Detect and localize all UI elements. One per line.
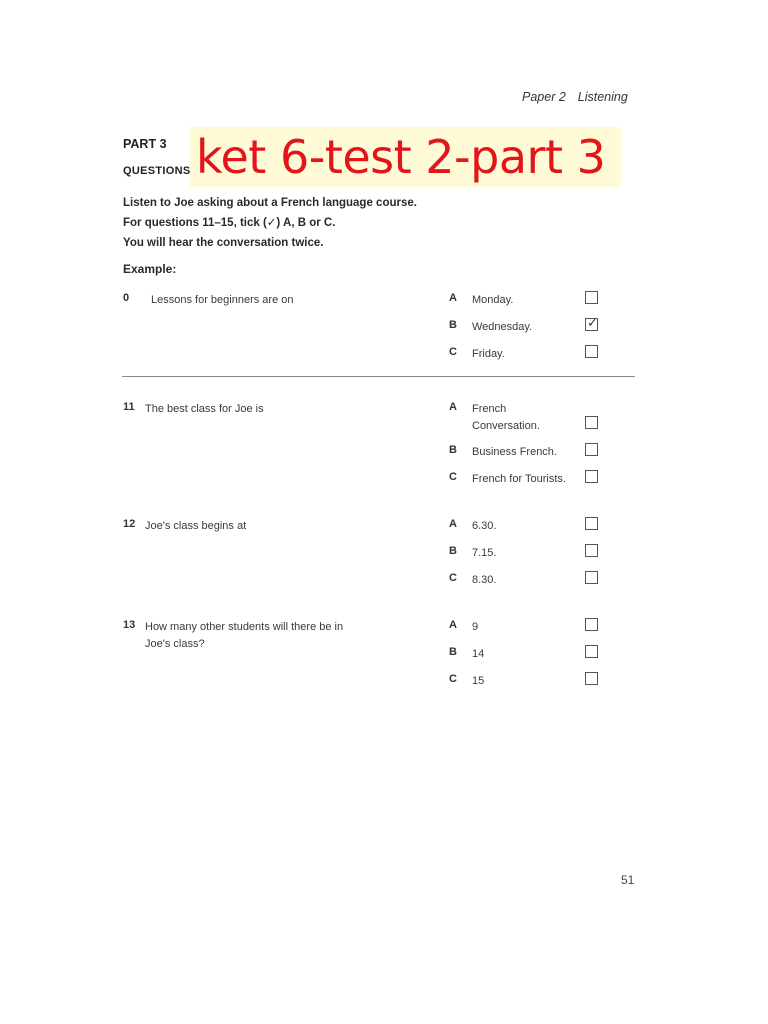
page-header [522,90,628,104]
option-a [449,292,609,320]
option-text: Monday. [472,294,514,306]
answer-checkbox[interactable] [585,416,598,429]
answer-checkbox[interactable] [585,645,598,658]
question-text: Joe's class begins at [145,520,247,532]
option-a [449,518,609,546]
question-number: 11 [123,401,135,413]
option-letter: C [449,572,457,584]
option-text: Business French. [472,446,557,458]
option-c [449,572,609,600]
question-text: The best class for Joe is [145,403,264,415]
option-letter: A [449,619,457,631]
option-letter: A [449,518,457,530]
answer-checkbox[interactable] [585,571,598,584]
option-b [449,316,609,347]
option-letter: B [449,545,457,557]
option-text: 9 [472,621,479,633]
answer-checkbox[interactable] [585,345,598,358]
overlay-title-banner: ket 6-test 2-part 3 [190,127,621,187]
option-letter: B [449,444,457,456]
questions-label: QUESTIONS [123,165,191,177]
instruction-line: For questions 11–15, tick (✓) A, B or C. [123,217,336,229]
question-number: 12 [123,518,136,530]
option-text: 8.30. [472,574,497,586]
option-letter: B [449,646,457,658]
answer-checkbox-checked[interactable] [585,318,598,331]
instruction-line: Listen to Joe asking about a French language course. [123,197,417,209]
question-text: Lessons for beginners are on [151,294,294,306]
page-number: 51 [621,873,635,887]
option-b [449,444,609,472]
option-a [449,401,609,437]
example-divider [122,376,635,377]
tick-icon: ✓ [587,316,598,331]
option-letter: A [449,292,457,304]
option-a [449,619,609,647]
option-c [449,471,609,499]
option-text: French for Tourists. [472,473,566,485]
answer-checkbox[interactable] [585,544,598,557]
part-title: PART 3 [123,137,167,151]
answer-checkbox[interactable] [585,291,598,304]
option-text: French Conversation. [472,403,540,432]
section-label: Listening [577,90,628,104]
option-c [449,346,609,374]
option-b [449,646,609,674]
answer-checkbox[interactable] [585,443,598,456]
answer-checkbox[interactable] [585,672,598,685]
option-text: 7.15. [472,547,497,559]
option-text: Wednesday. [472,321,533,333]
option-letter: C [449,346,457,358]
option-b [449,545,609,573]
answer-checkbox[interactable] [585,618,598,631]
question-number: 0 [123,292,130,304]
option-text: 14 [472,648,485,660]
question-text: How many other students will there be in Joe's class? [145,621,344,650]
question-number: 13 [123,619,136,631]
option-text: 6.30. [472,520,497,532]
option-letter: B [449,319,457,331]
option-letter: C [449,471,457,483]
instructions [123,193,417,253]
answer-checkbox[interactable] [585,470,598,483]
paper-label: Paper 2 [522,90,566,104]
answer-checkbox[interactable] [585,517,598,530]
option-text: 15 [472,675,485,687]
option-text: Friday. [472,348,505,360]
option-letter: C [449,673,457,685]
example-label: Example: [123,262,177,276]
option-letter: A [449,401,457,413]
option-c [449,673,609,701]
instruction-line: You will hear the conversation twice. [123,237,324,249]
